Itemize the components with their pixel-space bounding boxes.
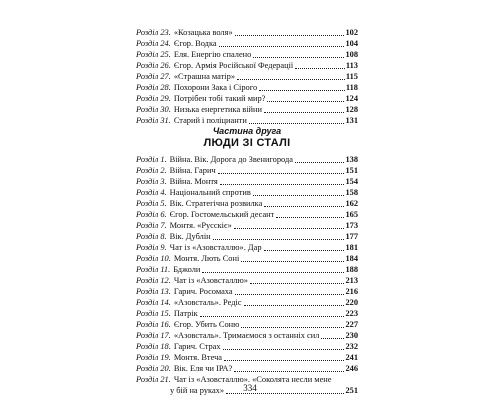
chapter-page: 216 — [345, 287, 358, 296]
chapter-title: Гарич. Страх — [173, 342, 221, 351]
dot-leader — [200, 315, 345, 317]
toc-entry — [136, 242, 358, 253]
dot-leader — [237, 78, 345, 80]
chapter-label: Розділ 24. — [136, 39, 171, 48]
dot-leader — [249, 122, 345, 124]
toc-entry — [136, 165, 358, 176]
dot-leader — [264, 111, 344, 113]
toc-entry — [136, 363, 358, 374]
dot-leader — [223, 348, 345, 350]
chapter-title: Похорони Зака і Сірого — [173, 83, 258, 92]
chapter-title: Національний спротив — [169, 188, 251, 197]
chapter-page: 154 — [345, 177, 358, 186]
dot-leader — [202, 271, 344, 273]
chapter-page: 241 — [345, 353, 358, 362]
part-title: ЛЮДИ ЗІ СТАЛІ — [203, 137, 291, 149]
chapter-title: Єгор. Гостомельський десант — [169, 210, 275, 219]
chapter-page: 162 — [345, 199, 358, 208]
chapter-page: 124 — [345, 94, 358, 103]
toc-entry — [136, 154, 358, 165]
chapter-label: Розділ 30. — [136, 105, 171, 114]
chapter-title: Війна. Вік. Дорога до Звенигорода — [169, 155, 293, 164]
dot-leader — [224, 359, 344, 361]
chapter-label: Розділ 11. — [136, 265, 171, 274]
chapter-title: «Азовсталь». Тримаємося з останніх сил — [173, 331, 320, 340]
chapter-title: Війна. Гарич — [169, 166, 216, 175]
chapter-title: Старий і поліцианти — [173, 116, 247, 125]
chapter-page: 181 — [345, 243, 358, 252]
chapter-title: Єгор. Водка — [173, 39, 217, 48]
toc-entry — [136, 220, 358, 231]
toc-entry — [136, 187, 358, 198]
dot-leader — [219, 45, 345, 47]
chapter-label: Розділ 31. — [136, 116, 171, 125]
part-two-heading — [136, 126, 358, 150]
toc-entry — [136, 275, 358, 286]
chapter-label: Розділ 26. — [136, 61, 171, 70]
toc-entry — [136, 104, 358, 115]
toc-entry — [136, 38, 358, 49]
chapter-title: Монтя. Лють Соні — [173, 254, 240, 263]
dot-leader — [295, 161, 344, 163]
chapter-label: Розділ 2. — [136, 166, 167, 175]
chapter-label: Розділ 17. — [136, 331, 171, 340]
chapter-page: 165 — [345, 210, 358, 219]
dot-leader — [259, 89, 345, 91]
chapter-page: 158 — [345, 188, 358, 197]
dot-leader — [250, 282, 345, 284]
chapter-page: 151 — [345, 166, 358, 175]
chapter-label: Розділ 12. — [136, 276, 171, 285]
chapter-title: Вік. Стратегічна розвилка — [169, 199, 263, 208]
chapter-label: Розділ 7. — [136, 221, 167, 230]
chapter-page: 102 — [345, 28, 358, 37]
dot-leader — [321, 337, 344, 339]
chapter-page: 251 — [345, 386, 358, 395]
chapter-page: 246 — [345, 364, 358, 373]
chapter-title: «Козацька воля» — [173, 28, 233, 37]
chapter-title: Потрібен тобі такий мир? — [173, 94, 266, 103]
chapter-title: Вік. Еля чи ІРА? — [173, 364, 233, 373]
chapter-label: Розділ 27. — [136, 72, 171, 81]
chapter-label: Розділ 1. — [136, 155, 167, 164]
chapter-page: 118 — [345, 83, 358, 92]
toc-entry — [136, 341, 358, 352]
dot-leader — [234, 227, 345, 229]
dot-leader — [244, 304, 345, 306]
toc-entry — [136, 176, 358, 187]
dot-leader — [267, 100, 344, 102]
chapter-title: «Азовсталь». Редіс — [173, 298, 242, 307]
chapter-label: Розділ 4. — [136, 188, 167, 197]
chapter-title: Монтя. «Русскіє» — [169, 221, 232, 230]
chapter-label: Розділ 8. — [136, 232, 167, 241]
chapter-label: Розділ 5. — [136, 199, 167, 208]
dot-leader — [264, 205, 344, 207]
chapter-label: Розділ 15. — [136, 309, 171, 318]
toc-entry — [136, 264, 358, 275]
chapter-title: Війна. Монтя — [169, 177, 218, 186]
chapter-title: Еля. Енергію спалено — [173, 50, 252, 59]
chapter-page: 223 — [345, 309, 358, 318]
chapter-title: Чат із «Азовсталлю» — [173, 276, 248, 285]
chapter-page: 184 — [345, 254, 358, 263]
toc-entry — [136, 352, 358, 363]
chapter-title: Чат із «Азовсталлю». «Соколята несли мене — [173, 375, 332, 384]
chapter-label: Розділ 29. — [136, 94, 171, 103]
chapter-label: Розділ 16. — [136, 320, 171, 329]
chapter-page: 177 — [345, 232, 358, 241]
chapter-label: Розділ 18. — [136, 342, 171, 351]
chapter-page: 220 — [345, 298, 358, 307]
dot-leader — [241, 326, 344, 328]
dot-leader — [264, 249, 345, 251]
chapter-page: 213 — [345, 276, 358, 285]
dot-leader — [276, 216, 344, 218]
chapter-title: Монтя. Втеча — [173, 353, 223, 362]
chapter-page: 104 — [345, 39, 358, 48]
toc-entry — [136, 286, 358, 297]
chapter-title: «Страшна матір» — [173, 72, 236, 81]
dot-leader — [213, 238, 345, 240]
toc-entry — [136, 198, 358, 209]
chapter-title-continued: у бій на руках» — [170, 386, 225, 395]
chapter-title: Єгор. Армія Російської Федерації — [173, 61, 294, 70]
toc-entry — [136, 93, 358, 104]
chapter-page: 128 — [345, 105, 358, 114]
toc-entry — [136, 115, 358, 126]
chapter-title: Низька енергетика війни — [173, 105, 263, 114]
chapter-page: 230 — [345, 331, 358, 340]
toc-entry — [136, 253, 358, 264]
chapter-label: Розділ 6. — [136, 210, 167, 219]
toc-entry — [136, 319, 358, 330]
chapter-page: 115 — [345, 72, 358, 81]
dot-leader — [234, 370, 344, 372]
toc-entry — [136, 71, 358, 82]
chapter-page: 232 — [345, 342, 358, 351]
chapter-label: Розділ 14. — [136, 298, 171, 307]
chapter-page: 113 — [345, 61, 358, 70]
toc-entry — [136, 231, 358, 242]
chapter-page: 188 — [345, 265, 358, 274]
chapter-label: Розділ 28. — [136, 83, 171, 92]
chapter-title: Бджоли — [173, 265, 201, 274]
chapter-label: Розділ 21. — [136, 375, 171, 384]
dot-leader — [253, 194, 345, 196]
chapter-label: Розділ 19. — [136, 353, 171, 362]
dot-leader — [218, 172, 345, 174]
toc-part-two — [136, 154, 358, 396]
chapter-page: 227 — [345, 320, 358, 329]
toc-entry — [136, 49, 358, 60]
chapter-title: Вік. Дублін — [169, 232, 211, 241]
toc-entry — [136, 209, 358, 220]
toc-entry — [136, 330, 358, 341]
toc-entry — [136, 308, 358, 319]
dot-leader — [253, 56, 344, 58]
chapter-title: Патрік — [173, 309, 198, 318]
chapter-label: Розділ 23. — [136, 28, 171, 37]
part-label: Частина друга — [212, 126, 282, 136]
chapter-title: Чат із «Азовсталлю». Дар — [169, 243, 262, 252]
dot-leader — [220, 183, 345, 185]
toc-part-one — [136, 27, 358, 126]
chapter-label: Розділ 25. — [136, 50, 171, 59]
chapter-label: Розділ 13. — [136, 287, 171, 296]
dot-leader — [235, 34, 345, 36]
toc-entry — [136, 82, 358, 93]
chapter-label: Розділ 20. — [136, 364, 171, 373]
toc-entry — [136, 27, 358, 38]
chapter-title: Єгор. Убить Соню — [173, 320, 240, 329]
chapter-label: Розділ 9. — [136, 243, 167, 252]
dot-leader — [235, 293, 345, 295]
chapter-page: 173 — [345, 221, 358, 230]
toc-entry — [136, 60, 358, 71]
dot-leader — [295, 67, 345, 69]
page-number: 334 — [243, 383, 257, 393]
chapter-page: 108 — [345, 50, 358, 59]
toc-entry — [136, 297, 358, 308]
chapter-label: Розділ 3. — [136, 177, 167, 186]
chapter-title: Гарич. Росомаха — [173, 287, 233, 296]
dot-leader — [241, 260, 344, 262]
chapter-label: Розділ 10. — [136, 254, 171, 263]
chapter-page: 138 — [345, 155, 358, 164]
chapter-page: 131 — [345, 116, 358, 125]
